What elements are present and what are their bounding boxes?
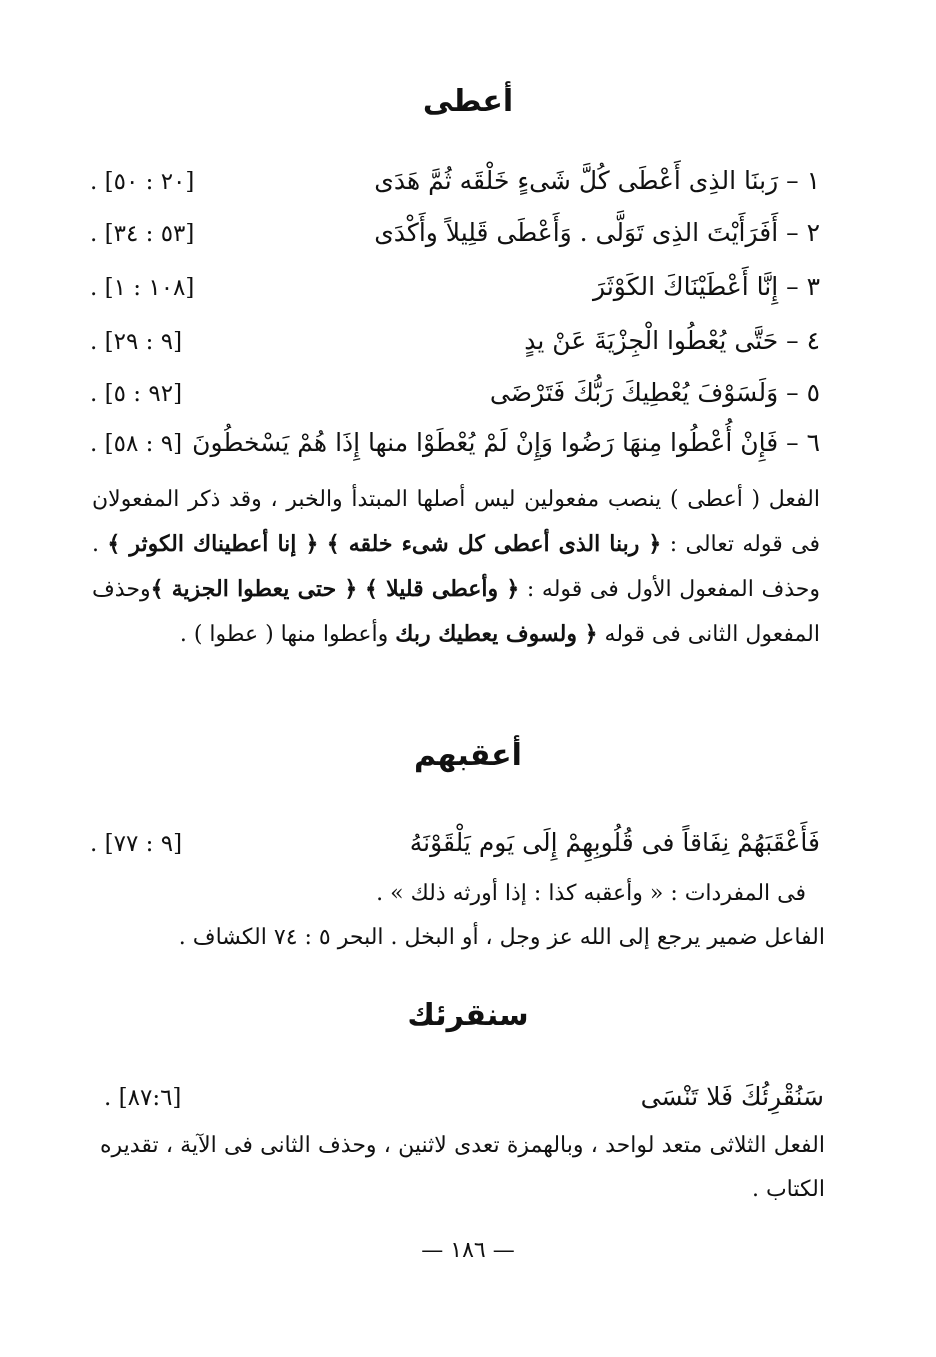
verse-text: فَأَعْقَبَهُمْ نِفَاقاً فى قُلُوبِهِمْ إِلَى يَوم يَلْقَوْنَهُ <box>409 828 820 857</box>
verse-reference: [١٠٨ : ١] . <box>90 275 195 301</box>
verse-row <box>90 326 820 366</box>
verse-reference: [٥٣ : ٣٤] . <box>90 221 195 247</box>
section-title-aqabahum: أعقبهم <box>414 738 522 773</box>
verse-row <box>90 272 820 312</box>
verse-reference: [٩ : ٢٩] . <box>90 329 183 355</box>
commentary-text: . وحذف المفعول الأول فى قوله : <box>92 532 821 602</box>
verse-row <box>90 378 820 418</box>
verse-row <box>90 828 820 868</box>
section-title-sanuqriuka: سنقرئك <box>407 998 529 1033</box>
commentary-line <box>100 916 825 960</box>
verse-reference: [٩ : ٥٨] . <box>90 431 183 457</box>
commentary-line <box>92 872 820 916</box>
quran-quote: ﴿ ربنا الذى أعطى كل شىء خلقه ﴾ <box>326 531 662 557</box>
verse-text: ١ – رَبنَا الذِى أَعْطَى كُلَّ شَىءٍ خَلْقَه ثُمَّ هَدَى <box>374 166 820 195</box>
section-title-aata: أعطى <box>422 84 514 119</box>
commentary-text: الفاعل ضمير يرجع إلى الله عز وجل ، أو البخل . البحر ٥ : ٧٤ الكشاف . <box>178 925 825 950</box>
verse-text: ٢ – أَفَرَأَيْتَ الذِى تَوَلَّى . وَأَعْطَى قَلِيلاً وأَكْدَى <box>374 218 820 247</box>
verse-text: سَنُقْرِئُكَ فَلا تَنْسَى <box>640 1082 824 1111</box>
verse-reference: [٨٧:٦] . <box>104 1085 182 1111</box>
verse-row <box>104 1082 824 1122</box>
verse-row <box>90 166 820 206</box>
commentary-text: الفعل ( أعطى ) ينصب مفعولين ليس أصلها المبتدأ والخبر ، وقد ذكر المفعولان فى قوله تعالى : <box>92 487 820 557</box>
quran-quote: ﴿ وأعطى قليلا ﴾ <box>364 576 520 602</box>
verse-text: ٦ – فَإِنْ أُعْطُوا مِنهَا رَضُوا وَإِنْ لَمْ يُعْطَوْا منها إِذَا هُمْ يَسْخطُونَ <box>192 428 820 457</box>
verse-row <box>90 218 820 258</box>
mufradat-note: فى المفردات : « وأعقبه كذا : إذا أورثه ذلك » . <box>376 881 806 906</box>
quran-quote: ﴿ حتى يعطوا الجزية ﴾ <box>150 576 358 602</box>
commentary-text: وأعطوا منها ( عطوا ) . <box>179 622 396 647</box>
quran-quote: ﴿ إنا أعطيناك الكوثر ﴾ <box>107 531 319 557</box>
commentary-text: الفعل الثلاثى متعد لواحد ، وبالهمزة تعدى لاثنين ، وحذف الثانى فى الآية ، تقديره الكتاب . <box>100 1133 825 1202</box>
page-number: — ١٨٦ — <box>421 1238 515 1263</box>
verse-reference: [٢٠ : ٥٠] . <box>90 169 195 195</box>
verse-row <box>90 428 820 468</box>
verse-reference: [٩ : ٧٧] . <box>90 831 183 857</box>
verse-text: ٣ – إِنَّا أَعْطَيْنَاكَ الكَوْثَرَ <box>593 272 820 301</box>
quran-quote: ﴿ ولسوف يعطيك ربك <box>395 621 598 647</box>
commentary-paragraph <box>92 478 820 657</box>
verse-reference: [٩٢ : ٥] . <box>90 381 183 407</box>
commentary-paragraph <box>100 1124 825 1212</box>
verse-text: ٤ – حَتَّى يُعْطُوا الْجِزْيَةَ عَنْ يدٍ <box>524 326 820 355</box>
commentary-text: وحذف المفعول الثانى فى قوله <box>92 577 820 647</box>
verse-text: ٥ – وَلَسَوْفَ يُعْطِيكَ رَبُّكَ فَتَرْضَى <box>489 378 820 407</box>
